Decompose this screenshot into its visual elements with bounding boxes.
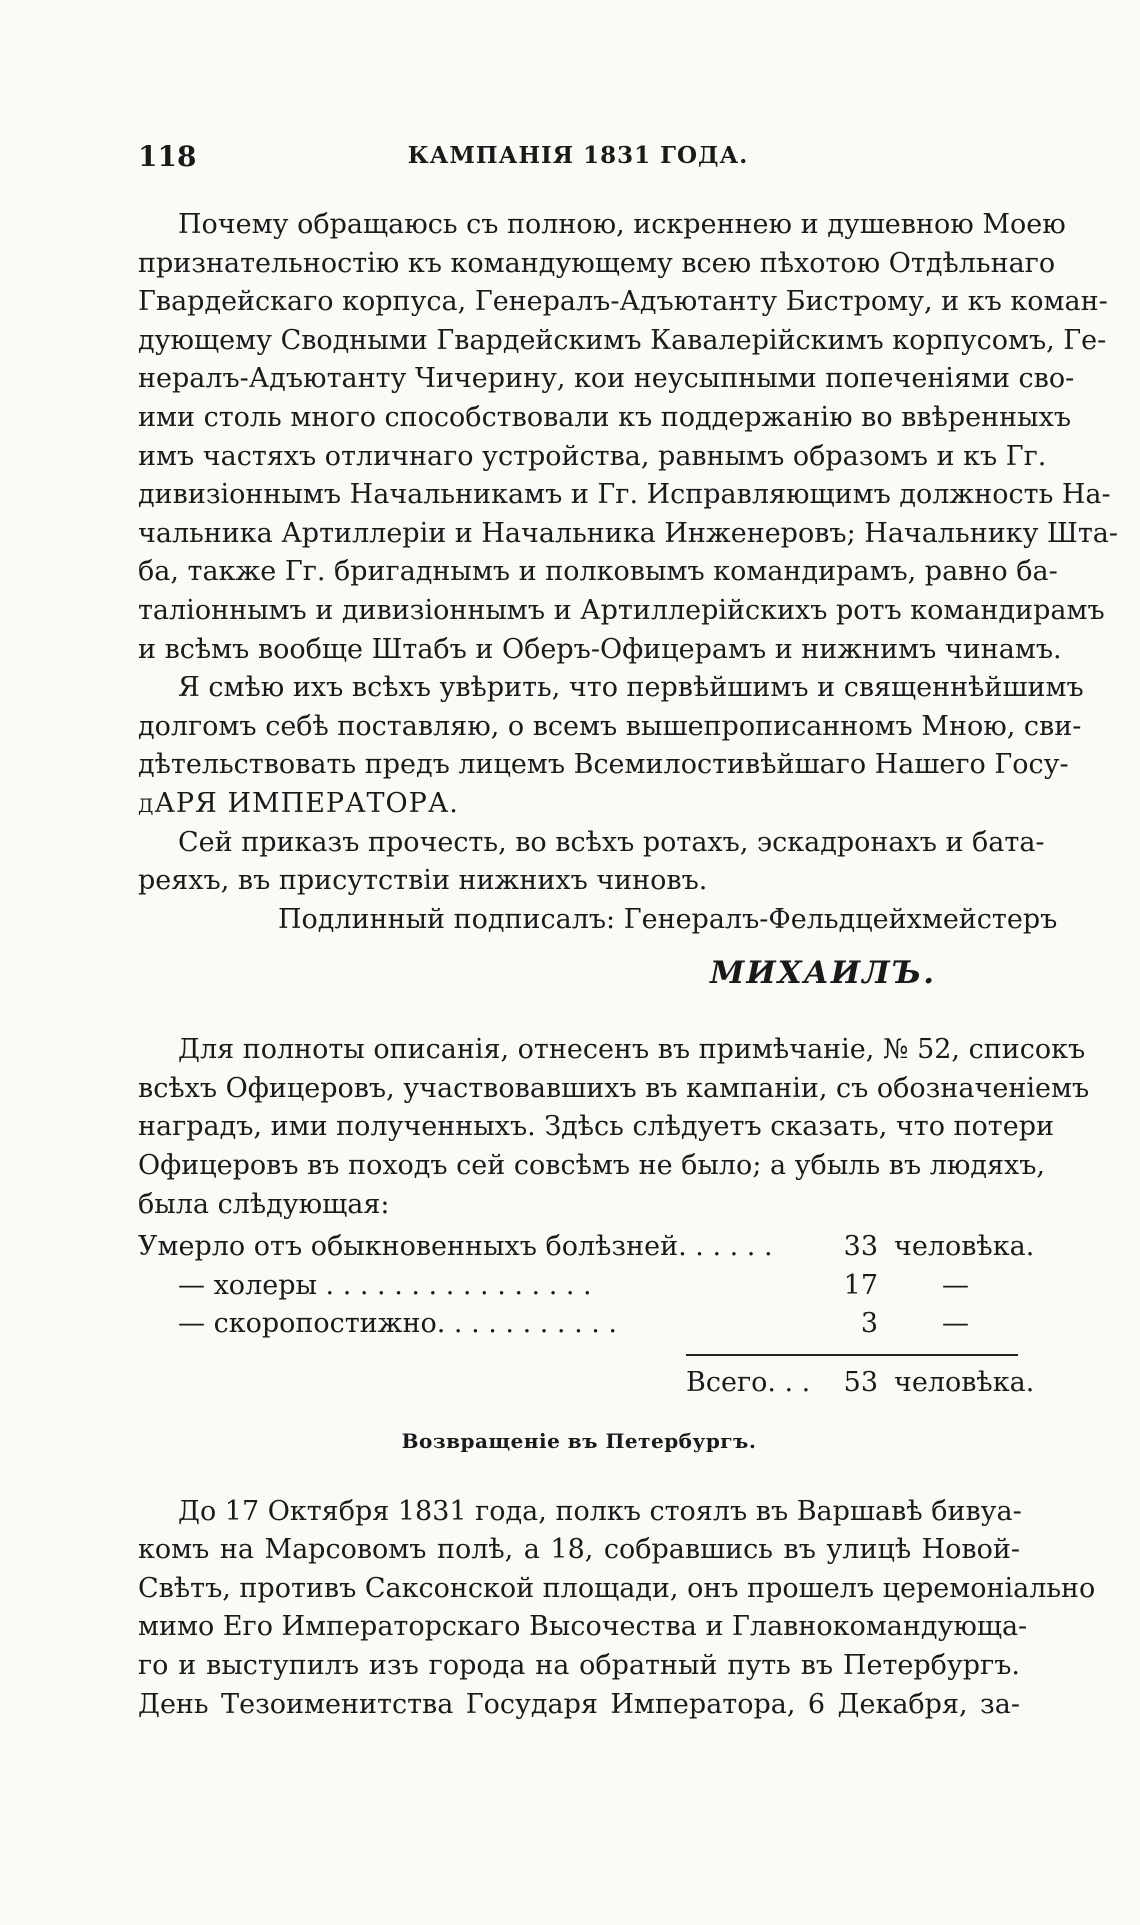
section-line: Свѣтъ, противъ Саксонской площади, онъ прошелъ церемоніально bbox=[138, 1572, 1096, 1604]
order-line: дѣтельствовать предъ лицемъ Всемилостивѣйшаго Нашего Госу- bbox=[138, 749, 1069, 781]
order-line: таліоннымъ и дивизіоннымъ и Артиллерійскихъ ротъ командирамъ bbox=[138, 594, 1105, 626]
losses-unit: — bbox=[942, 1269, 969, 1301]
order-line: дАРЯ ИМПЕРАТОРА. bbox=[138, 787, 459, 819]
total-rule bbox=[686, 1354, 1018, 1356]
page-header bbox=[138, 140, 1018, 180]
losses-total-label: Всего. . . bbox=[686, 1367, 811, 1399]
section-line: комъ на Марсовомъ полѣ, а 18, собравшись въ улицѣ Новой- bbox=[138, 1534, 1020, 1566]
order-line: ими столь много способствовали къ поддержанію во ввѣренныхъ bbox=[138, 401, 1072, 433]
note-line: была слѣдующая: bbox=[138, 1188, 390, 1220]
order-line: и всѣмъ вообще Штабъ и Оберъ-Офицерамъ и нижнимъ чинамъ. bbox=[138, 633, 1062, 665]
losses-cause: — скоропостижно. . . . . . . . . . . bbox=[178, 1308, 618, 1340]
losses-total-row bbox=[138, 1364, 1035, 1403]
losses-cause: — холеры . . . . . . . . . . . . . . . . bbox=[178, 1269, 592, 1301]
page-body bbox=[138, 206, 1119, 1724]
losses-row bbox=[138, 1305, 1020, 1344]
losses-unit: — bbox=[942, 1308, 969, 1340]
order-line: дующему Сводными Гвардейскимъ Кавалерійскимъ корпусомъ, Ге- bbox=[138, 324, 1107, 356]
losses-count: 33 bbox=[843, 1231, 878, 1263]
losses-table bbox=[138, 1228, 1035, 1402]
losses-total-unit: человѣка. bbox=[894, 1367, 1035, 1399]
order-line: долгомъ себѣ поставляю, о всемъ вышепрописанномъ Мною, сви- bbox=[138, 710, 1082, 742]
order-line: чальника Артиллеріи и Начальника Инженеровъ; Начальнику Шта- bbox=[138, 517, 1119, 549]
order-line: Я смѣю ихъ всѣхъ увѣрить, что первѣйшимъ и священнѣйшимъ bbox=[178, 672, 1084, 704]
losses-count: 17 bbox=[843, 1269, 878, 1301]
running-title: КАМПАНІЯ 1831 ГОДА. bbox=[407, 142, 749, 169]
note-line: наградъ, ими полученныхъ. Здѣсь слѣдуетъ сказать, что потери bbox=[138, 1111, 1054, 1143]
page-number: 118 bbox=[138, 140, 197, 173]
signature-line: Подлинный подписалъ: Генералъ-Фельдцейхмейстеръ bbox=[278, 903, 1058, 935]
note-line: всѣхъ Офицеровъ, участвовавшихъ въ кампаніи, съ обозначеніемъ bbox=[138, 1072, 1090, 1104]
order-line: Гвардейскаго корпуса, Генералъ-Адъютанту Бистрому, и къ коман- bbox=[138, 286, 1108, 318]
order-line: ба, также Гг. бригаднымъ и полковымъ командирамъ, равно ба- bbox=[138, 556, 1058, 588]
losses-count: 3 bbox=[860, 1308, 878, 1340]
order-line: нералъ-Адъютанту Чичерину, кои неусыпными попеченіями сво- bbox=[138, 363, 1075, 395]
section-line: До 17 Октября 1831 года, полкъ стоялъ въ Варшавѣ бивуа- bbox=[178, 1495, 1022, 1527]
losses-cause: Умерло отъ обыкновенныхъ болѣзней. . . . . . bbox=[138, 1231, 773, 1263]
order-line: реяхъ, въ присутствіи нижнихъ чиновъ. bbox=[138, 865, 708, 897]
signer-name: МИХАИЛЪ. bbox=[710, 955, 937, 992]
section-line: мимо Его Императорскаго Высочества и Главнокомандующа- bbox=[138, 1611, 1028, 1643]
order-line: признательностію къ командующему всею пѣхотою Отдѣльнаго bbox=[138, 247, 1056, 279]
section-heading: Возвращеніе въ Петербургъ. bbox=[401, 1428, 757, 1453]
losses-unit: человѣка. bbox=[894, 1231, 1035, 1263]
order-line: Сей приказъ прочесть, во всѣхъ ротахъ, эскадронахъ и бата- bbox=[178, 826, 1045, 858]
order-line: дивизіоннымъ Начальникамъ и Гг. Исправляющимъ должность На- bbox=[138, 479, 1111, 511]
order-line: имъ частяхъ отличнаго устройства, равнымъ образомъ и къ Гг. bbox=[138, 440, 1047, 472]
losses-total-count: 53 bbox=[843, 1367, 878, 1399]
order-line: Почему обращаюсь съ полною, искреннею и душевною Моею bbox=[178, 209, 1066, 240]
note-line: Офицеровъ въ походъ сей совсѣмъ не было; а убыль въ людяхъ, bbox=[138, 1150, 1046, 1182]
losses-row bbox=[138, 1228, 1035, 1267]
note-line: Для полноты описанія, отнесенъ въ примѣчаніе, № 52, списокъ bbox=[178, 1034, 1086, 1066]
section-line: го и выступилъ изъ города на обратный путь въ Петербургъ. bbox=[138, 1650, 1020, 1681]
section-line: День Тезоименитства Государя Императора, 6 Декабря, за- bbox=[138, 1688, 1020, 1720]
losses-row bbox=[138, 1267, 1020, 1306]
